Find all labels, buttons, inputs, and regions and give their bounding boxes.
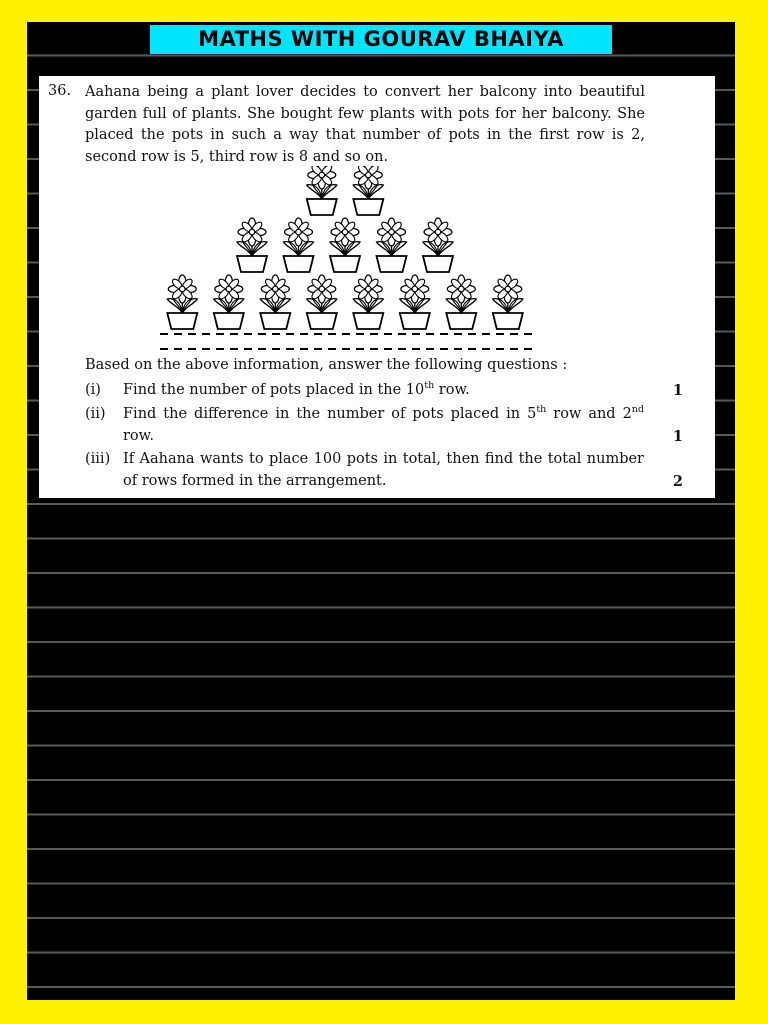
sub-question-text: If Aahana wants to place 100 pots in total, then find the total number of rows formed in the arrangement. (123, 451, 644, 489)
sub-question-label: (i) (85, 382, 101, 398)
flower-pot-icon (353, 275, 383, 329)
flower-pot-arrangement (39, 166, 715, 356)
flower-pot-icon (167, 275, 197, 329)
flower-pot-icon (284, 218, 314, 272)
flower-pot-icon (353, 166, 383, 215)
flower-pot-icon (260, 275, 290, 329)
sub-question-text: Find the number of pots placed in the 10th row. (123, 380, 470, 398)
sub-question-text: Find the difference in the number of pots placed in 5th row and 2nd row. (123, 404, 644, 444)
flower-pot-icon (307, 275, 337, 329)
flower-pot-icon (330, 218, 360, 272)
marks-value: 2 (672, 473, 683, 490)
sub-question-label: (iii) (85, 451, 111, 467)
flower-pot-icon (493, 275, 523, 329)
flower-pot-icon (214, 275, 244, 329)
flower-pot-icon (400, 275, 430, 329)
marks-value: 1 (672, 428, 683, 445)
marks-value: 1 (672, 382, 683, 399)
question-text: Aahana being a plant lover decides to convert her balcony into beautiful garden full of plants. She bought few plants with pots for her balcony. She placed the pots in such a way that number of pots in the first row is 2, second row is 5, third row is 8 and so on. (85, 84, 645, 165)
flower-pot-icon (237, 218, 267, 272)
sub-question-label: (ii) (85, 406, 106, 422)
flower-pot-icon (446, 275, 476, 329)
flower-pot-icon (377, 218, 407, 272)
page-title-banner: MATHS WITH GOURAV BHAIYA (150, 25, 612, 54)
question-card (39, 76, 715, 498)
questions-intro: Based on the above information, answer the following questions : (85, 357, 568, 373)
flower-pot-figure (39, 166, 715, 356)
question-number: 36. (48, 83, 72, 99)
flower-pot-icon (423, 218, 453, 272)
flower-pot-icon (307, 166, 337, 215)
